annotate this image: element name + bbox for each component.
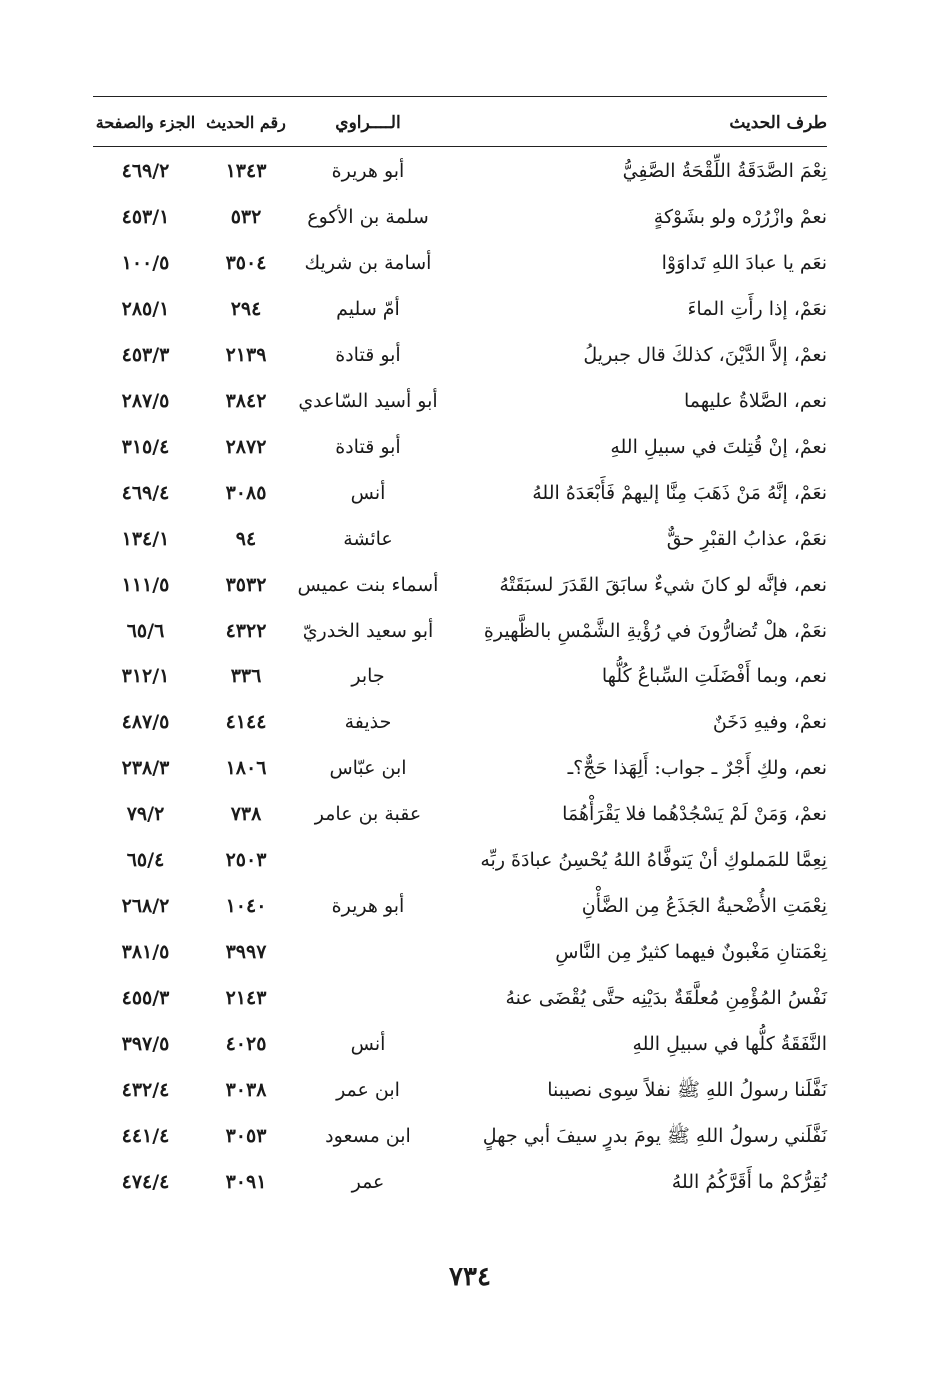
volume-page: ٤٣٢/٤ [121,1079,170,1101]
hadith-number: ٣٥٠٤ [225,251,267,274]
volume-page: ٣١٥/٤ [121,435,170,458]
table-row [93,792,827,836]
hadith-text: نعَمْ، إنَّهُ مَنْ ذَهَبَ مِنَّا إليهمْ فَأَبْعَدَهُ اللهُ [532,481,827,504]
table-row [93,379,827,423]
hadith-text: نعمْ، وفيهِ دَخَنٌ [712,711,827,734]
narrator-name: عمر [351,1170,385,1193]
volume-page: ٦٥/٦ [126,619,165,642]
table-row [93,287,827,331]
hadith-number: ٢١٣٩ [225,343,267,366]
narrator-name: ابن عبّاس [329,757,407,780]
table-row [93,700,827,744]
header-narrator: الــــراوي [335,113,401,133]
narrator-name [293,930,443,974]
hadith-number: ٥٣٢ [230,205,262,228]
header-rule [93,146,827,147]
hadith-text: نعم، وبما أَفْضَلَتِ السِّباعُ كُلُّها [601,665,827,688]
hadith-number: ٢٥٠٣ [225,849,267,872]
top-rule [93,96,827,97]
narrator-name: ابن عمر [336,1079,400,1101]
narrator-name: أنس [350,1033,386,1056]
hadith-number: ١٣٤٣ [225,160,267,182]
volume-page: ٤٨٧/٥ [121,711,170,734]
hadith-text: نعمْ، إنْ قُتِلتَ في سبيلِ اللهِ [610,435,827,458]
table-row [93,930,827,974]
narrator-name: أسماء بنت عميس [297,573,439,596]
table-row [93,517,827,561]
volume-page: ٢٨٥/١ [121,297,170,320]
table-row [93,884,827,928]
volume-page: ٢٣٨/٣ [121,757,170,780]
hadith-text: نُقِرُّكمْ ما أَقَرَّكُمُ اللهُ [671,1170,827,1193]
narrator-name [293,976,443,1020]
hadith-number: ٣٣٦ [230,665,262,688]
narrator-name: أبو أسيد السّاعدي [298,389,438,412]
table-row [93,609,827,653]
hadith-text: نعَمْ، إذا رأَتِ الماءَ [687,297,827,320]
narrator-name: عقبة بن عامر [314,803,422,826]
narrator-name: حذيفة [344,711,392,734]
hadith-number: ٣٠٣٨ [225,1079,267,1101]
volume-page: ٣٩٧/٥ [121,1033,170,1056]
volume-page: ٤٥٣/٣ [121,343,170,366]
volume-page: ١٣٤/١ [121,527,170,550]
hadith-text: نِعِمَّا للمَملوكِ أنْ يَتوفَّاهُ اللهُ يُحْسِنُ عبادَةَ ربِّه [480,849,827,872]
hadith-text: نعَم يا عبادَ اللهِ تَداوَوْا [661,251,827,274]
volume-page: ٤٧٤/٤ [121,1170,170,1193]
narrator-name: أسامة بن شريك [304,251,432,274]
table-row [93,654,827,698]
table-row [93,838,827,882]
narrator-name: أمّ سليم [336,297,400,320]
hadith-number: ١٨٠٦ [225,757,267,780]
hadith-number: ٣٠٥٣ [225,1124,267,1147]
table-row [93,1114,827,1158]
table-row [93,563,827,607]
volume-page: ٢٦٨/٢ [121,895,170,918]
volume-page: ٤٤١/٤ [121,1124,170,1147]
hadith-text: نعم، فإنَّه لو كانَ شيءٌ سابَقَ القَدَرَ لسبَقَتْهُ [499,573,827,596]
hadith-text: نعم، ولكِ أَجْرٌ ـ جواب: أَلِهَذا حَجٌّ؟ـ [567,757,827,780]
table-header [93,101,827,145]
hadith-number: ٣٩٩٧ [225,941,267,964]
hadith-number: ٤٣٢٢ [225,619,267,642]
hadith-text: نِعْمَتِ الأُضْحيةُ الجَذَعُ مِن الضَّأْنِ [581,895,827,918]
table-row [93,149,827,193]
narrator-name: أبو هريرة [331,160,405,182]
table-row [93,1068,827,1112]
table-row [93,1160,827,1204]
volume-page: ١٠٠/٥ [121,251,170,274]
table-row [93,1022,827,1066]
table-row [93,195,827,239]
hadith-number: ٣٠٨٥ [225,481,267,504]
narrator-name: أبو هريرة [331,895,405,918]
hadith-text: النَّفَقَةُ كلُّها في سبيلِ اللهِ [632,1033,827,1056]
volume-page: ٦٥/٤ [126,849,165,872]
volume-page: ٧٩/٢ [126,803,165,826]
header-volume-page: الجزء والصفحة [95,113,196,132]
header-number: رقم الحديث [206,113,286,132]
hadith-text: نِعْمَ الصَّدَقَةُ اللِّقْحَةُ الصَّفِيُّ [622,160,827,182]
narrator-name: ابن مسعود [325,1124,411,1147]
volume-page: ٤٦٩/٤ [121,481,170,504]
hadith-text: نعمْ وازْرُرْه ولو بشَوْكةٍ [653,205,827,228]
volume-page: ٤٥٥/٣ [121,987,170,1010]
hadith-text: نعَمْ، عذابُ القبْرِ حقٌّ [666,527,827,550]
hadith-text: نعمْ، إلاَّ الدَّيْنَ، كذلكَ قال جبريلُ [583,343,827,366]
hadith-number: ٣٨٤٢ [225,389,267,412]
hadith-text: نَفْسُ المُؤْمِنِ مُعلَّقَةٌ بدَيْنِه حتَّى يُقْضَى عنهُ [505,987,827,1010]
table-row [93,746,827,790]
hadith-number: ٣٥٣٢ [225,573,267,596]
table-row [93,471,827,515]
volume-page: ٣١٢/١ [121,665,170,688]
narrator-name: سلمة بن الأكوع [307,205,429,228]
hadith-text: نِعْمَتانِ مَغْبونٌ فيهما كثيرٌ مِن النَّاسِ [555,941,827,964]
narrator-name: أبو سعيد الخدريّ [302,619,434,642]
hadith-number: ٣٠٩١ [225,1170,267,1193]
hadith-number: ٢١٤٣ [225,987,267,1010]
volume-page: ٤٥٣/١ [121,205,170,228]
hadith-text: نَفَّلَني رسولُ اللهِ ﷺ يومَ بدرٍ سيفَ أبي جهلٍ [482,1124,827,1147]
hadith-number: ٤٠٢٥ [225,1033,267,1056]
hadith-text: نَفَّلَنا رسولُ اللهِ ﷺ نفلاً سِوى نصيبنا [547,1079,827,1101]
hadith-text: نعم، الصَّلاةُ عليهما [683,389,827,412]
hadith-number: ٤١٤٤ [225,711,267,734]
volume-page: ٤٦٩/٢ [121,160,170,182]
narrator-name [293,838,443,882]
volume-page: ٢٨٧/٥ [121,389,170,412]
narrator-name: أبو قتادة [335,435,401,458]
volume-page: ١١١/٥ [121,573,170,596]
table-row [93,241,827,285]
narrator-name: عائشة [343,527,393,550]
table-row [93,333,827,377]
table-row [93,425,827,469]
hadith-number: ٧٣٨ [230,803,262,826]
page-number: ٧٣٤ [449,1262,491,1292]
volume-page: ٣٨١/٥ [121,941,170,964]
narrator-name: أنس [350,481,386,504]
header-hadith: طرف الحديث [729,113,827,133]
hadith-number: ٢٩٤ [230,297,262,320]
hadith-number: ٩٤ [235,527,257,550]
table-row [93,976,827,1020]
narrator-name: أبو قتادة [335,343,401,366]
hadith-number: ١٠٤٠ [225,895,267,918]
hadith-text: نعمْ، وَمَنْ لَمْ يَسْجُدْهُما فلا يَقْرَأْهُمَا [562,803,827,826]
hadith-text: نعَمْ، هلْ تُضارُّونَ في رُؤْيةِ الشَّمْسِ بالظَّهيرةِ [483,619,827,642]
narrator-name: جابر [351,665,385,688]
hadith-number: ٢٨٧٢ [225,435,267,458]
